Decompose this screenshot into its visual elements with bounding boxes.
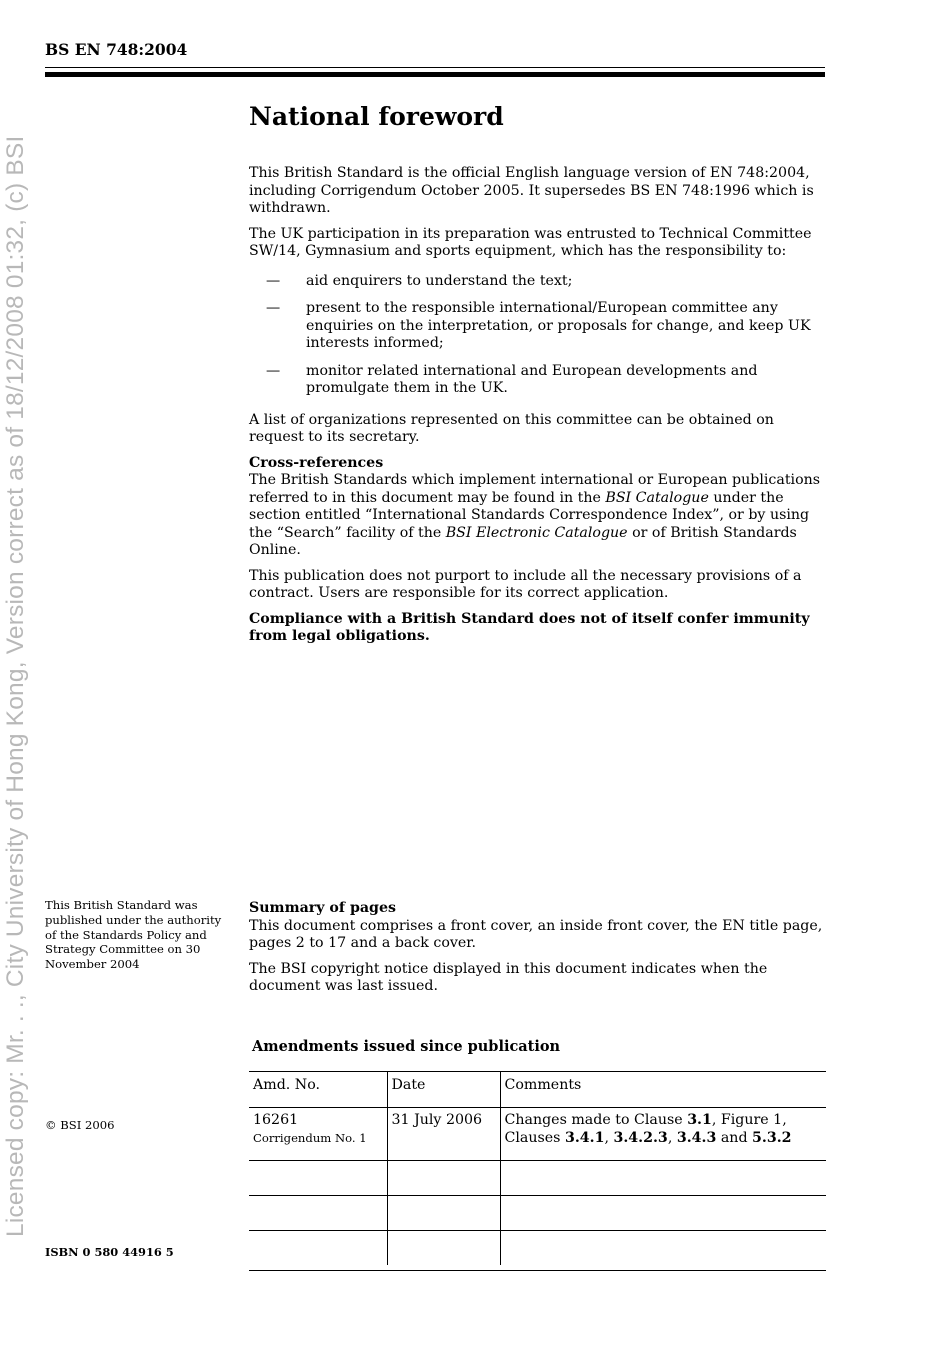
table-row xyxy=(249,1231,826,1266)
amd-no-cell: 16261 Corrigendum No. 1 xyxy=(249,1108,387,1161)
foreword-body xyxy=(249,100,827,654)
compliance-statement: Compliance with a British Standard does not of itself confer immunity from legal obligations. xyxy=(249,610,810,644)
list-item-text: monitor related international and European developments and promulgate them in the UK. xyxy=(306,362,758,396)
list-item xyxy=(249,363,827,398)
comments-cell: Changes made to Clause 3.1, Figure 1, Clauses 3.4.1, 3.4.2.3, 3.4.3 and 5.3.2 xyxy=(500,1108,826,1161)
amendments-table xyxy=(249,1071,826,1265)
summary-of-pages xyxy=(249,900,827,1004)
amendments-title: Amendments issued since publication xyxy=(252,1038,561,1055)
table-row xyxy=(249,1196,826,1231)
provisions-paragraph: This publication does not purport to include all the necessary provisions of a contract. Users are responsible for its correct application. xyxy=(249,567,802,601)
dash-marker: — xyxy=(266,362,281,379)
table-row xyxy=(249,1161,826,1196)
document-id: BS EN 748:2004 xyxy=(45,40,188,59)
copyright-line: © BSI 2006 xyxy=(45,1118,115,1132)
copyright-notice-paragraph: The BSI copyright notice displayed in this document indicates when the document was last issued. xyxy=(249,960,768,994)
cross-references-heading: Cross-references xyxy=(249,454,384,471)
page-title: National foreword xyxy=(249,102,504,131)
bsi-catalogue-title: BSI Catalogue xyxy=(605,489,709,506)
date-cell: 31 July 2006 xyxy=(387,1108,500,1161)
column-header-comments: Comments xyxy=(500,1072,826,1108)
list-item xyxy=(249,300,827,353)
corrigendum-label: Corrigendum No. 1 xyxy=(253,1130,367,1145)
summary-paragraph: This document comprises a front cover, an inside front cover, the EN title page, pages 2 to 17 and a back cover. xyxy=(249,917,823,951)
dash-marker: — xyxy=(266,300,281,316)
list-item-text: present to the responsible international/European committee any enquiries on the interpretation, or proposals for change, and keep UK interests informed; xyxy=(306,300,811,351)
bsi-electronic-catalogue-title: BSI Electronic Catalogue xyxy=(445,524,628,541)
column-header-date: Date xyxy=(387,1072,500,1108)
header-rule-thick xyxy=(45,72,825,77)
table-row xyxy=(249,1108,826,1161)
dash-marker: — xyxy=(266,272,281,289)
table-header-row xyxy=(249,1072,826,1108)
license-watermark: Licensed copy: Mr. . ., City University of Hong Kong, Version correct as of 18/12/2008 01:32, (c) BSI xyxy=(2,135,29,1237)
committee-paragraph: The UK participation in its preparation was entrusted to Technical Committee SW/14, Gymnasium and sports equipment, which has the responsibility to: xyxy=(249,225,812,259)
intro-paragraph: This British Standard is the official English language version of EN 748:2004, including Corrigendum October 2005. It supersedes BS EN 748:1996 which is withdrawn. xyxy=(249,165,814,216)
publication-authority-note: This British Standard was published under the authority of the Standards Policy and Strategy Committee on 30 November 2004 xyxy=(45,898,222,972)
responsibility-list xyxy=(249,273,827,398)
isbn-line: ISBN 0 580 44916 5 xyxy=(45,1245,174,1259)
organizations-paragraph: A list of organizations represented on this committee can be obtained on request to its secretary. xyxy=(249,411,774,445)
list-item-text: aid enquirers to understand the text; xyxy=(306,272,573,289)
table-bottom-rule xyxy=(249,1270,826,1271)
list-item xyxy=(249,273,827,291)
column-header-amd-no: Amd. No. xyxy=(249,1072,387,1108)
summary-heading: Summary of pages xyxy=(249,900,396,916)
cross-references-paragraph: The British Standards which implement international or European publications referred to in this document may be found in the BSI Catalogue under the section entitled “International Standards Correspondence Index”, or by using the “Search” facility of the BSI Electronic Catalogue or of British Standards Online. xyxy=(249,472,821,558)
header-rule-thin xyxy=(45,67,825,68)
